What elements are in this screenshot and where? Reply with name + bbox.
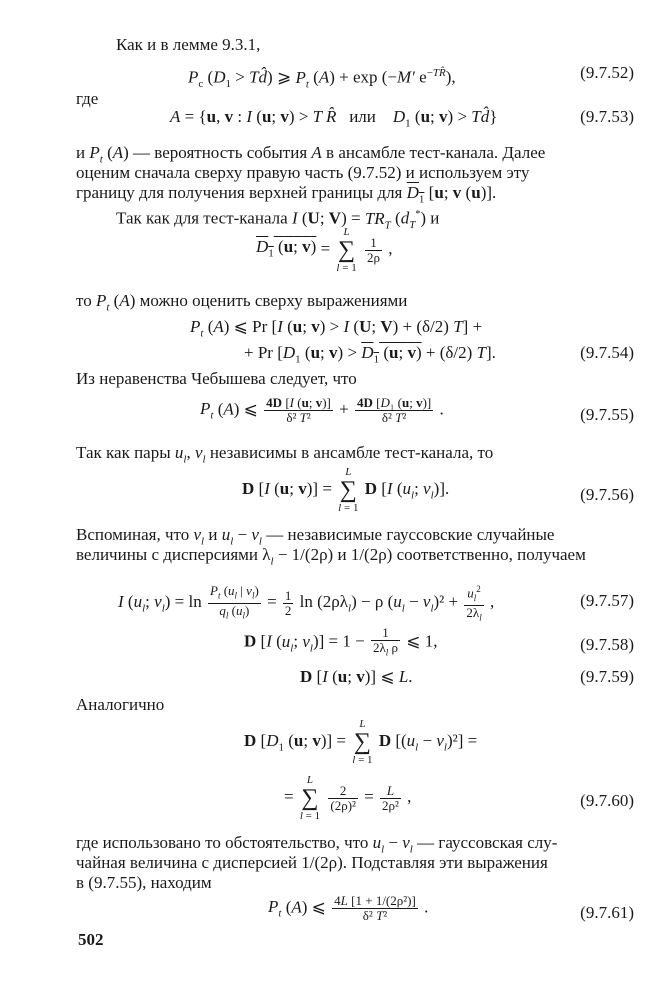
equation-9-7-58: D [I ($u_l$; $v_l)] = 1$ − $\frac{1}{2\lambda_l \rho}$ ⩽ 1, — [244, 625, 438, 658]
equation-9-7-53: A = {u, v : I (u; v) > T R̂ или $D_1$ (u; v) > Td̂} — [170, 107, 498, 130]
equation-9-7-54-line2: + Pr [$D_1$ (u; $v) > D_1$ (u; v) + (δ/2) T]. — [244, 343, 496, 366]
text-fragment: и — [208, 525, 218, 544]
text-fragment: — независимые гауссовские случайные — [266, 525, 555, 544]
equation-9-7-54-line1: $P_t$ (A) ⩽ Pr [I (u; v) > I (U; V) + (δ/2) T] + — [190, 317, 483, 340]
text-line: и $P_t$ (A) — вероятность события A в ансамбле тест-канала. Далее — [76, 143, 546, 166]
text-fragment: — вероятность события — [133, 143, 308, 162]
equation-9-7-59: D [I (u; v)] ⩽ L. — [300, 667, 413, 686]
text-line: Так как для тест-канала I (U; $V) = TR_T$ $(d_T^*)$ и — [116, 208, 440, 232]
text-line: Аналогично — [76, 695, 165, 714]
text-line: то $P_t$ (A) можно оценить сверху выражениями — [76, 291, 408, 314]
text-line: Вспоминая, что $v_l$ и $u_l - v_l$ — независимые гауссовские случайные — [76, 525, 555, 548]
text-fragment: и — [76, 143, 86, 162]
equation-number: (9.7.59) — [580, 667, 634, 686]
text-fragment: Так как пары — [76, 443, 171, 462]
text-fragment: и 1/(2ρ) соответственно, получаем — [337, 545, 586, 564]
equation-9-7-55: $P_t$ (A) ⩽ $\frac{4D [I (u; v)]}{\text{δ² T²}}$ + $\frac{\text{4D [D₁ (u; v)]}}{\text{δ² T²}}$ . — [200, 395, 444, 425]
text-line: величины с дисперсиями $\lambda_l - 1/(2\rho)$ и 1/(2ρ) соответственно, получаем — [76, 545, 586, 568]
equation-9-7-56: D [I (u; v)] = L ∑ l = 1 D [I ($u_l$; $v_l$)]. — [242, 466, 450, 514]
equation-number: (9.7.54) — [580, 343, 634, 362]
page-number: 502 — [78, 930, 104, 949]
text-fragment: где использовано то обстоятельство, что — [76, 833, 369, 852]
equation-9-7-60-line1: D [$D_1$ (u; v)] = L ∑ l = 1 D $[(u_l - v_l)^2]$ = — [244, 718, 478, 766]
text-fragment: — гауссовская слу- — [417, 833, 558, 852]
text-fragment: независимы в ансамбле тест-канала, то — [209, 443, 494, 462]
equation-number: (9.7.60) — [580, 791, 634, 810]
text-line: чайная величина с дисперсией 1/(2ρ). Подставляя эти выражения — [76, 853, 548, 872]
text-fragment: можно оценить сверху выражениями — [139, 291, 408, 310]
equation-number: (9.7.57) — [580, 591, 634, 610]
text-line: где — [76, 89, 99, 108]
equation-number: (9.7.61) — [580, 903, 634, 922]
equation-9-7-52: $P_c$ ($D_1$ > Td̂) ⩾ $P_t$ (A) + exp (−M′ $e^{-TR̂}$), — [188, 67, 456, 91]
text-fragment: Вспоминая, что — [76, 525, 190, 544]
text-line: оценим сначала сверху правую часть (9.7.52) и используем эту — [76, 163, 530, 182]
text-line: Так как пары $u_l$, $v_l$ независимы в ансамбле тест-канала, то — [76, 443, 494, 466]
equation-number: (9.7.55) — [580, 405, 634, 424]
equation-number: (9.7.56) — [580, 485, 634, 504]
text-fragment: в ансамбле тест-канала. Далее — [326, 143, 546, 162]
equation-number: (9.7.53) — [580, 107, 634, 126]
text-line: Как и в лемме 9.3.1, — [116, 35, 261, 54]
text-fragment: и — [430, 208, 440, 228]
or-word: или — [349, 107, 376, 126]
text-fragment: Так как для тест-канала — [116, 208, 288, 228]
text-fragment: то — [76, 291, 92, 310]
text-line: границу для получения верхней границы для $D_1$ [u; v (u)]. — [76, 183, 497, 206]
equation-9-7-61: $P_t$ (A) ⩽ $\frac{\text{4L [1 + 1/(2ρ²)]}}{\text{δ² T²}}$ . — [268, 893, 429, 923]
equation-d1-mean: $D_1$ (u; v) = L ∑ l = 1 $\frac{1}{2\rho}$ , — [256, 226, 393, 274]
text-line: где использовано то обстоятельство, что $u_l - v_l$ — гауссовская слу- — [76, 833, 558, 856]
equation-number: (9.7.58) — [580, 635, 634, 654]
text-line: в (9.7.55), находим — [76, 873, 212, 892]
text-fragment: границу для получения верхней границы для — [76, 183, 403, 202]
text-line: Из неравенства Чебышева следует, что — [76, 369, 357, 388]
equation-9-7-60-line2: = L ∑ l = 1 $\frac{2}{\text{(2ρ)²}}$ = $\frac{L}{\text{2ρ²}}$ , — [284, 774, 412, 822]
equation-number: (9.7.52) — [580, 63, 634, 82]
text-fragment: величины с дисперсиями — [76, 545, 259, 564]
equation-9-7-57: I ($u_l$; $v_l) = \ln$ $\frac{P_t (u_l | v_l)}{q_l (u_l)}$ = $\frac{1}{2}$ $\ln (2\rho\lambda_l) - \rho$ $(u_l - v_l)^2$ + $\frac{u_l^2}{2\lambda_l}$ , — [118, 583, 495, 623]
